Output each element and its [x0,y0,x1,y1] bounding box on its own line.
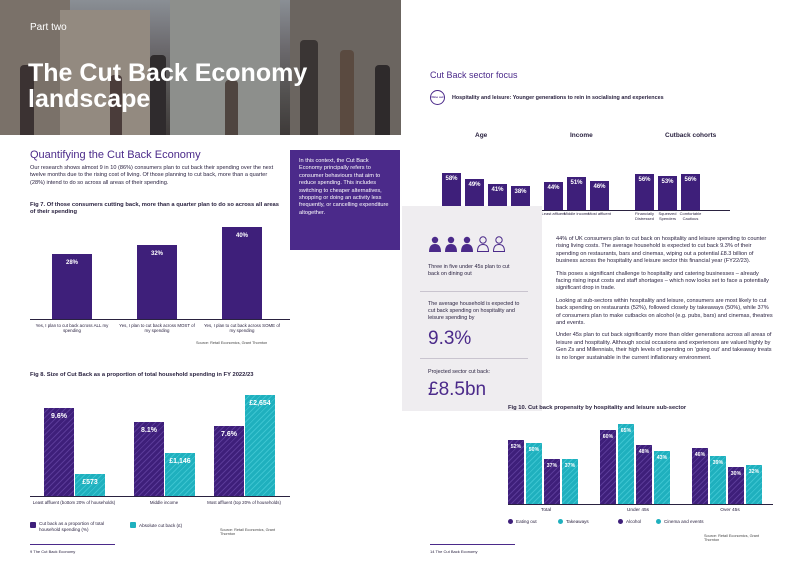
fig10-value-label: 37% [546,462,558,469]
part-label: Part two [30,22,67,33]
fig8-bar-absolute [75,474,105,496]
person-icon [428,236,442,252]
fig10-bar [710,456,726,504]
fig10-legend-swatch [508,519,513,524]
paragraph: Under 45s plan to cut back significantly more than older generations across all areas of leisure and hospitality. Although social occasions and experiences are valued highly by Gen Zs and Millennials, their high levels of spending on ‘going out’ and takeaway treats is no longer sustainable in the current inflationary environment. [556,332,772,361]
cohort-value-label: 58% [445,175,458,182]
cohort-category-label: Comfortable Cautious [679,211,702,221]
fig10-bar [508,440,524,504]
fig8-bar-percent [44,408,74,496]
footer-rule [30,544,115,545]
fig10-category-label: Over 45s [720,508,740,513]
fig8-bar-absolute [165,453,195,496]
fig10-legend-label: Alcohol [626,519,642,524]
person-icon [460,236,474,252]
fig10-value-label: 39% [712,460,724,467]
group-label-cohorts: Cutback cohorts [665,132,717,139]
fig10-legend-label: Cinema and events [664,519,704,524]
fig10-value-label: 48% [638,449,650,456]
fig8-value-label: 9.6% [51,413,67,420]
fig7-value-label: 32% [150,251,163,258]
fig7-bar [222,227,262,319]
left-footer: 9 The Cut Back Economy [30,549,76,554]
fig8-category-label: Middle income [149,500,179,505]
cohort-category-label: Middle income [563,211,590,216]
fig7-title: Fig 7. Of those consumers cutting back, more than a quarter plan to do so across all areas of their spending [30,202,280,215]
fig7-category-label: Yes, I plan to cut back across SOME of my spending [204,323,280,334]
fig7-category-label: Yes, I plan to cut back across ALL my spending [35,323,109,334]
fig10-bar [746,465,762,504]
fig10-value-label: 30% [730,471,742,478]
page-title: The Cut Back Economy landscape [28,59,308,113]
fig7-value-label: 28% [65,260,78,267]
fig10-bar [654,451,670,504]
sector-header: Cut Back sector focus [430,70,518,80]
fig10-legend-swatch [618,519,623,524]
cohort-bar [658,176,677,210]
cohort-bar [590,181,609,210]
fig10-value-label: 65% [620,428,632,435]
fig10-value-label: 60% [602,434,614,441]
cohort-value-label: 49% [468,181,481,188]
sector-subheader: Hospitality and leisure: Younger generations to rein in socialising and experiences [452,95,664,101]
cohort-category-label: Financially Distressed [635,211,654,221]
legend-label-percent: Cut back as a proportion of total household spending (%) [39,521,105,532]
fig10-value-label: 46% [694,451,706,458]
section-title: Quantifying the Cut Back Economy [30,149,201,161]
fig7-value-label: 40% [235,232,248,239]
intro-text: Our research shows almost 9 in 10 (86%) consumers plan to cut back their spending over the next twelve months due to the rising cost of living. Of those planning to cut back, more than a quarter (28%) intend to do so across all areas of their spending. [30,165,274,186]
fig8-bar-percent [214,426,244,496]
fig8-value-label: £1,146 [169,457,191,465]
cohort-category-label: Most affluent [588,211,611,216]
fig10-bar [618,424,634,504]
cohort-value-label: 51% [570,180,583,187]
group-label-income: Income [570,132,593,139]
fig10-bar [636,445,652,504]
footer-rule [430,544,515,545]
fig10-bar [600,430,616,504]
cohort-value-label: 38% [514,188,527,195]
fig10-value-label: 37% [564,462,576,469]
cohort-value-label: 56% [684,177,697,184]
fig10-value-label: 52% [510,444,522,451]
group-label-age: Age [475,132,488,139]
cohort-category-label: Least affluent [541,211,566,216]
cohort-category-label: Squeezed Spenders [658,211,677,221]
stats-panel [402,206,542,411]
sector-body [556,236,774,362]
paragraph: Looking at sub-sectors within hospitality and leisure, consumers are most likely to cut back spending on restaurants (52%), followed closely by takeaways (50%), while 37% of consumers plan to make cutbacks on alcohol (e.g. pubs, bars) and cinemas, theatres and events. [556,297,773,327]
cohort-bar [442,173,461,210]
callout-text: In this context, the Cut Back Economy principally refers to consumer behaviours that aim to reduce spending. This includes switching to cheaper alternatives, shopping or doing an activity less frequently, or cancelling expenditure altogether. [299,158,389,216]
legend-swatch-percent [30,522,36,528]
stat-sector-value: £8.5bn [428,379,487,400]
cohort-value-label: 44% [547,184,560,191]
fig10-bar [562,459,578,504]
fig10-source: Source: Retail Economics, Grant Thornton [704,534,760,542]
person-icon [476,236,490,252]
dine-out-icon: Dine out [430,90,445,105]
hero-image [0,0,401,135]
fig8-source: Source: Retail Economics, Grant Thornton [220,528,276,536]
fig8-category-label: Least affluent (bottom 20% of households) [32,500,116,505]
divider [420,358,528,359]
fig8-bar-percent [134,422,164,496]
legend-swatch-absolute [130,522,136,528]
fig8-chart [30,386,290,541]
stat-average-value: 9.3% [428,328,472,349]
fig8-value-label: £573 [82,479,98,487]
fig10-bar [692,448,708,505]
fig7-bar [52,254,92,319]
fig10-legend-label: Eating out [516,519,537,524]
fig8-title: Fig 8. Size of Cut Back as a proportion of total household spending in FY 2022/23 [30,372,254,378]
fig10-value-label: 43% [656,455,668,462]
cohort-chart [430,128,770,221]
cohort-value-label: 56% [638,177,651,184]
fig10-chart [508,418,773,543]
fig7-source: Source: Retail Economics, Grant Thornton [196,341,268,345]
cohort-bar [635,174,654,210]
fig8-bar-absolute [245,395,275,496]
fig8-value-label: 8.1% [141,426,157,434]
fig10-value-label: 50% [528,446,540,453]
fig10-bar [526,443,542,504]
paragraph: 44% of UK consumers plan to cut back on hospitality and leisure spending to counter rising living costs. The average household is expected to cut back 9.3% of their spending on restaurants, bars and cinemas, wiping out a potential £8.3 billion of business across the hospitality and leisure sector this financial year (FY22/23). [556,236,767,265]
fig7-category-label: Yes, I plan to cut back across MOST of my spending [119,323,195,334]
cohort-bar [544,182,563,210]
divider [420,291,528,292]
fig10-legend-swatch [558,519,563,524]
fig8-value-label: £2,654 [249,400,271,408]
fig10-category-label: Total [540,508,552,513]
person-icon [492,236,506,252]
cohort-bar [567,177,586,210]
fig8-category-label: Most affluent (top 20% of households) [207,500,281,505]
people-icons [428,236,506,252]
definition-callout [290,150,400,250]
person-icon [444,236,458,252]
stat-sector-text: Projected sector cut back: [428,369,491,375]
fig8-value-label: 7.6% [221,431,237,439]
legend-label-absolute: Absolute cut back (£) [139,523,183,528]
cohort-bar [681,174,700,210]
stat-under45-text: Three in five under 45s plan to cut back on dining out [428,264,510,277]
fig10-bar [544,459,560,504]
paragraph: This poses a significant challenge to hospitality and catering businesses – already facing rising input costs and staff shortages – which now looks set to face a potentially significant drop in trade. [556,270,769,292]
fig10-category-label: Under 45s [626,508,650,513]
fig10-legend-swatch [656,519,661,524]
cohort-value-label: 41% [491,186,504,193]
fig10-value-label: 32% [748,468,760,475]
fig10-title: Fig 10. Cut back propensity by hospitality and leisure sub-sector [508,405,687,411]
cohort-value-label: 46% [593,183,606,190]
fig7-chart [30,215,290,345]
fig7-bar [137,245,177,319]
fig10-bar [728,467,744,504]
stat-average-text: The average household is expected to cut back spending on hospitality and leisure spending by [428,301,520,321]
cohort-value-label: 53% [661,179,674,186]
fig10-legend-label: Takeaways [566,519,589,524]
right-footer: 14 The Cut Back Economy [430,549,478,554]
